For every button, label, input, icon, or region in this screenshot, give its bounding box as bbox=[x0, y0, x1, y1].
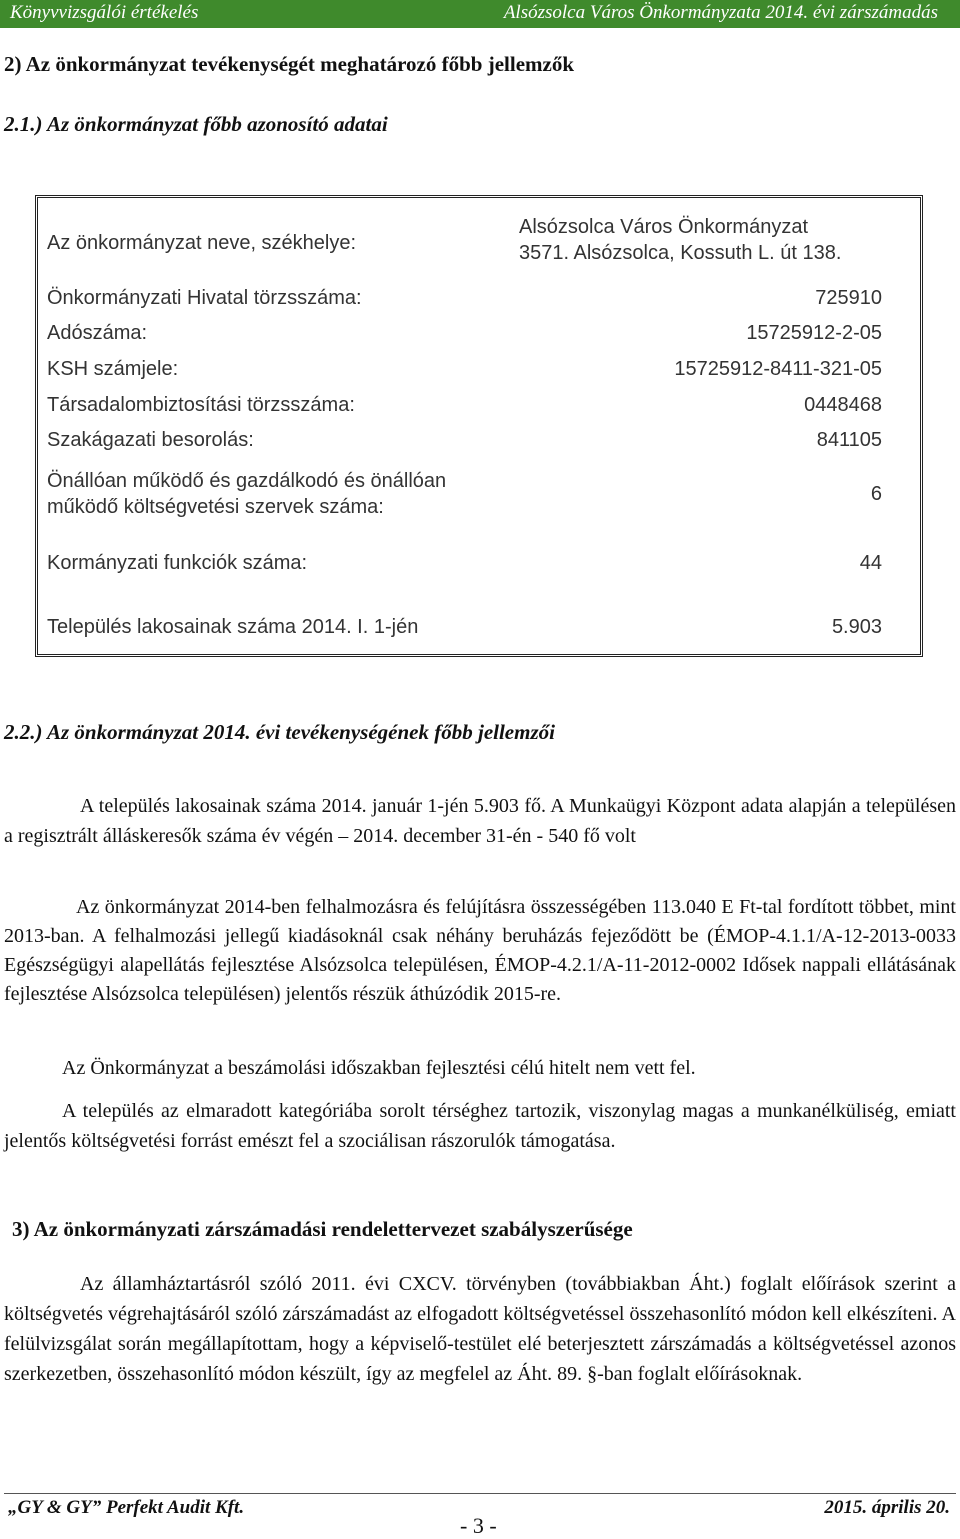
paragraph-investments: Az önkormányzat 2014-ben felhalmozásra és felújításra összességében 113.040 E Ft-tal fordított többet, mint 2013-ban. A felhalmozási jellegű kiadásoknál csak néhány beruházás fejeződött be (ÉMOP-4.1.1/A-12-2013-0033 Egészségügyi alapellátás fejlesztése Alsózsolca településen, ÉMOP-4.2.1/A-11-2012-0002 Idősek nappali ellátásának fejlesztése Alsózsolca településen) jelentős részük áthúzódik 2015-re. bbox=[4, 896, 956, 1005]
table-row-value: 0448468 bbox=[804, 394, 882, 416]
units-label-line2: működő költségvetési szervek száma: bbox=[47, 496, 384, 518]
units-value: 6 bbox=[870, 483, 882, 505]
functions-value: 44 bbox=[859, 552, 882, 574]
name-value-line1: Alsózsolca Város Önkormányzat bbox=[519, 216, 809, 238]
units-label-line1: Önállóan működő és gazdálkodó és önállóan bbox=[47, 470, 447, 492]
functions-label: Kormányzati funkciók száma: bbox=[47, 552, 308, 574]
paragraph-legal: Az államháztartásról szóló 2011. évi CXCV. törvényben (továbbiakban Áht.) foglalt előírások szerint a költségvetés végrehajtásáról szóló zárszámadást az elfogadott költségvetéssel összehasonlító módon kell elkészíteni. A felülvizsgálat során megállapítottam, hogy a képviselő-testület elé beterjesztett zárszámadás a költségvetéssel azonos szerkezetben, összehasonlító módon készült, így az megfelel az Áht. 89. §-ban foglalt előírásoknak. bbox=[4, 1273, 956, 1385]
footer-date: 2015. április 20. bbox=[824, 1497, 950, 1518]
table-row-label: Társadalombiztosítási törzsszáma: bbox=[47, 394, 355, 416]
population-label: Település lakosainak száma 2014. I. 1-jén bbox=[47, 616, 419, 638]
header-right-title: Alsózsolca Város Önkormányzata 2014. évi zárszámadás bbox=[503, 2, 938, 23]
paragraph-credit: Az Önkormányzat a beszámolási időszakban fejlesztési célú hitelt nem vett fel. bbox=[62, 1057, 696, 1079]
table-row-value: 15725912-2-05 bbox=[746, 322, 882, 344]
name-value-line2: 3571. Alsózsolca, Kossuth L. út 138. bbox=[519, 242, 842, 264]
page-number: - 3 - bbox=[460, 1513, 497, 1538]
paragraph-region: A település az elmaradott kategóriába sorolt térséghez tartozik, viszonylag magas a munkanélküliség, emiatt jelentős költségvetési forrást emészt fel a szociálisan rászorulók támogatása. bbox=[4, 1100, 956, 1152]
table-row-value: 15725912-8411-321-05 bbox=[674, 358, 882, 380]
table-row-label: Adószáma: bbox=[47, 322, 148, 344]
population-value: 5.903 bbox=[831, 616, 882, 638]
table-row-value: 725910 bbox=[815, 287, 882, 309]
table-row-label: KSH számjele: bbox=[47, 358, 179, 380]
table-row-value: 841105 bbox=[816, 429, 882, 451]
section2-title: 2) Az önkormányzat tevékenységét meghatározó főbb jellemzők bbox=[4, 52, 575, 76]
footer-divider bbox=[4, 1493, 956, 1494]
section2-2-title: 2.2.) Az önkormányzat 2014. évi tevékenységének főbb jellemzői bbox=[4, 720, 555, 744]
section3-title: 3) Az önkormányzati zárszámadási rendelettervezet szabályszerűsége bbox=[12, 1217, 633, 1241]
name-label: Az önkormányzat neve, székhelye: bbox=[47, 232, 357, 254]
footer-company: „GY & GY” Perfekt Audit Kft. bbox=[8, 1497, 245, 1518]
paragraph-population: A település lakosainak száma 2014. január 1-jén 5.903 fő. A Munkaügyi Központ adata alapján a településen a regisztrált álláskeresők száma év végén – 2014. december 31-én - 540 fő volt bbox=[4, 795, 956, 847]
identification-table bbox=[35, 195, 923, 657]
header-left-title: Könyvvizsgálói értékelés bbox=[10, 2, 199, 23]
section2-1-title: 2.1.) Az önkormányzat főbb azonosító adatai bbox=[4, 112, 388, 136]
table-row-label: Önkormányzati Hivatal törzsszáma: bbox=[47, 287, 362, 309]
table-row-label: Szakágazati besorolás: bbox=[47, 429, 254, 451]
